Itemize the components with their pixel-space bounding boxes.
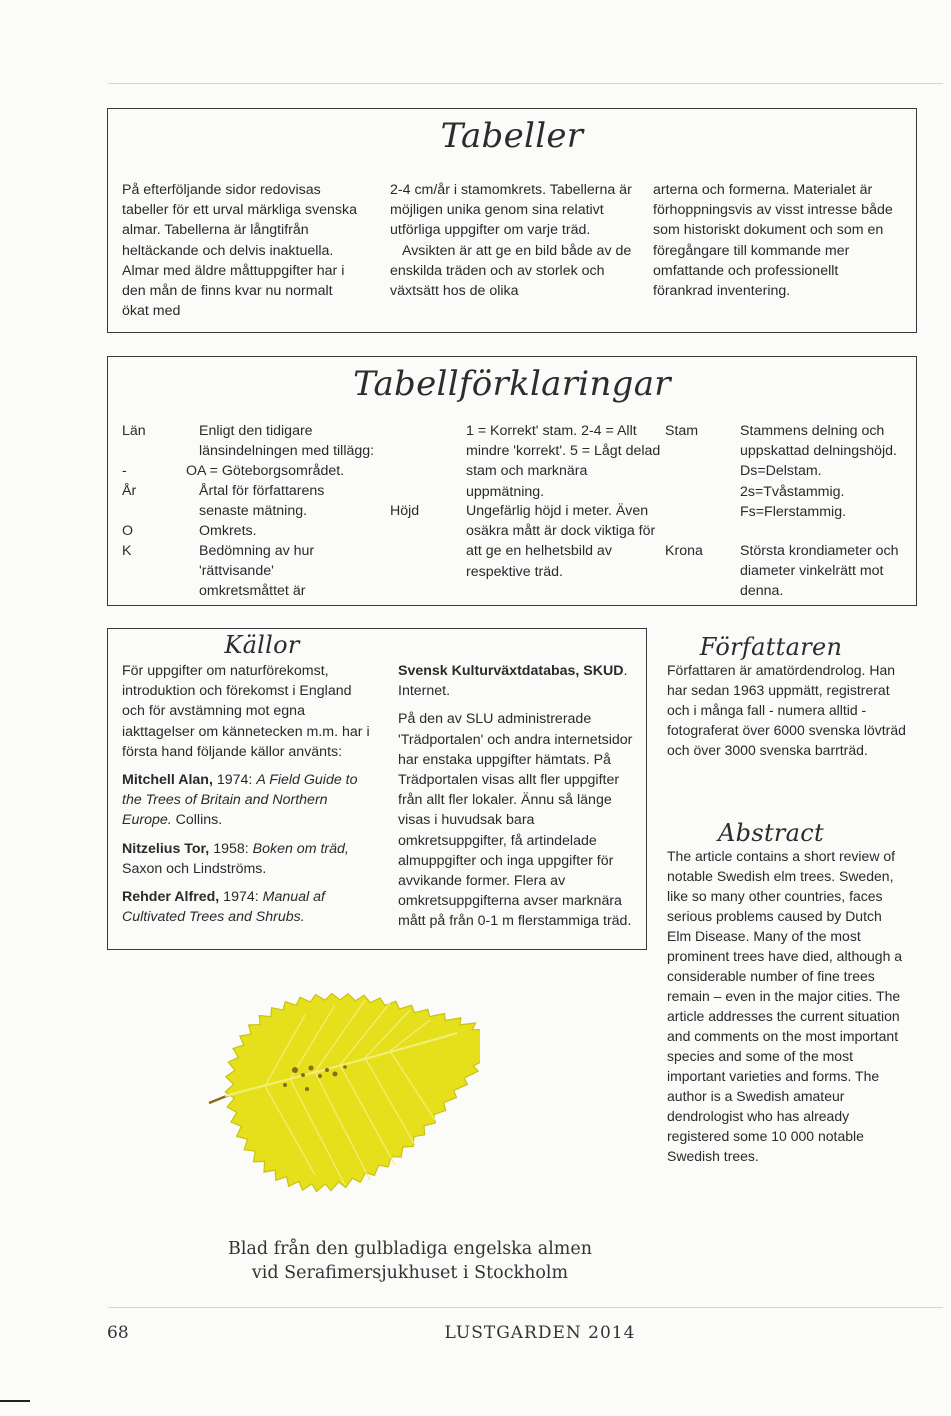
tabeller-col3: arterna och formerna. Materialet är förhoppningsvis av visst intresse både som historiskt dokument och som en föregångare till kommande mer omfattande och professionellt förankrad inventering. (653, 182, 893, 300)
elm-leaf-illustration (195, 975, 480, 1220)
kallor-col1 (122, 661, 372, 935)
source-rehder (122, 887, 372, 927)
term-key-k: K (122, 543, 132, 559)
source-author: Mitchell Alan, (122, 772, 213, 789)
abstract-heading: Abstract (718, 819, 824, 847)
source-nitzelius (122, 839, 372, 879)
term-key-o: O (122, 523, 134, 539)
top-rule (108, 83, 943, 84)
term-desc-k: Bedömning av hur 'rättvisande' omkretsmåttet är (199, 543, 315, 600)
bottom-rule (108, 1307, 943, 1308)
term-desc-krona: Största krondiameter och diameter vinkelrätt mot denna. (740, 543, 899, 600)
term-key-krona: Krona (665, 543, 703, 559)
term-desc-lan: Enligt den tidigare länsindelningen med tillägg: (199, 423, 375, 460)
database-suffix: . Internet. (398, 663, 628, 700)
database-text: På den av SLU administrerade 'Trädportalen' och andra internetsidor har enstaka uppgifter hämtats. På Trädportalen visas allt fler uppgifter från allt fler lokaler. Ännu så länge visas i huvudsak bara omkretsuppgifter, få artindelade almuppgifter och inga uppgifter för avvikande former. Flera av omkretsuppgifterna avser marknära mått på från 0-1 m flerstammiga träd. (398, 711, 633, 930)
term-key-dash: - (122, 463, 127, 479)
k-values: 1 = Korrekt' stam. 2-4 = Allt mindre 'korrekt'. 5 = Lågt delad stam och marknära uppmätning. (466, 423, 661, 500)
source-publisher: Collins. (171, 812, 223, 829)
tabeller-heading: Tabeller (440, 116, 584, 156)
term-desc-o: Omkrets. (199, 523, 257, 539)
term-key-stam: Stam (665, 423, 699, 439)
kallor-heading: Källor (224, 631, 300, 659)
term-key-lan: Län (122, 423, 146, 439)
source-title: Boken om träd, (252, 840, 349, 857)
forfattaren-text: Författaren är amatördendrolog. Han har sedan 1963 uppmätt, registrerat och i många fall - numera alltid - fotograferat över 6000 svenska lövträd och över 3000 svenska barrträd. (667, 662, 906, 758)
photo-caption (100, 1237, 720, 1285)
source-mitchell (122, 770, 372, 831)
forklaringar-heading: Tabellförklaringar (353, 364, 671, 404)
database-name: Svensk Kulturväxtdatabas, SKUD (398, 663, 624, 679)
caption-line-2: vid Serafimersjukhuset i Stockholm (251, 1263, 569, 1283)
term-desc-ar: Årtal för författarens senaste mätning. (199, 483, 325, 520)
term-desc-oa: OA = Göteborgsområdet. (186, 463, 345, 479)
abstract-text: The article contains a short review of notable Swedish elm trees. Sweden, like so many other countries, faces serious problems caused by Dutch Elm Disease. Many of the most prominent trees have died, although a considerable number of fine trees remain – even in the major cities. The article addresses the current situation and comments on the most important species and some of the most important varieties and forms. The author is a Swedish amateur dendrologist who has already registered some 10 000 notable Swedish trees. (667, 848, 903, 1164)
source-title: A Field Guide to the Trees of Britain and Northern Europe. (122, 772, 358, 829)
source-year: 1974: (212, 772, 257, 789)
page-number: 68 (107, 1323, 129, 1343)
source-publisher: Saxon och Lindströms. (122, 860, 267, 877)
term-key-hojd: Höjd (390, 503, 420, 519)
tabeller-col2-para1: 2-4 cm/år i stamomkrets. Tabellerna är möjligen unika genom sina relativt utförliga uppgifter om varje träd. (390, 182, 632, 239)
term-desc-stam: Stammens delning och uppskattad delningshöjd. Ds=Delstam. 2s=Tvåstammig. Fs=Flerstammig. (740, 423, 897, 520)
term-desc-hojd: Ungefärlig höjd i meter. Även osäkra mått är dock viktiga för att ge en helhetsbild av respektive träd. (466, 503, 656, 580)
source-title: Manual af Cultivated Trees and Shrubs. (122, 889, 325, 926)
kallor-intro: För uppgifter om naturförekomst, introduktion och förekomst i England och för avstämning mot egna iakttagelser om kännetecken m.m. har i första hand följande källor använts: (122, 663, 370, 760)
leaf-blade (225, 994, 480, 1192)
source-author: Nitzelius Tor, (122, 840, 210, 857)
database-source (398, 661, 638, 701)
source-author: Rehder Alfred, (122, 889, 220, 906)
term-key-ar: År (122, 483, 137, 499)
tabeller-col2-para2: Avsikten är att ge en bild både av de enskilda träden och av storlek och växtsätt hos de olika (390, 242, 632, 300)
tabeller-col2 (390, 180, 635, 301)
source-year: 1974: (219, 889, 263, 906)
caption-line-1: Blad från den gulbladiga engelska almen (227, 1239, 593, 1259)
tabeller-col1: På efterföljande sidor redovisas tabeller för ett urval märkliga svenska almar. Tabellerna är långtifrån heltäckande och delvis inaktuella. Almar med äldre måttuppgifter har i den mån de finns kvar nu normalt ökat med (122, 182, 357, 320)
source-year: 1958: (209, 840, 253, 857)
forfattaren-heading: Författaren (699, 633, 843, 661)
corner-mark (0, 1400, 30, 1402)
kallor-col2 (398, 661, 638, 940)
running-footer: LUSTGARDEN 2014 (444, 1323, 636, 1343)
